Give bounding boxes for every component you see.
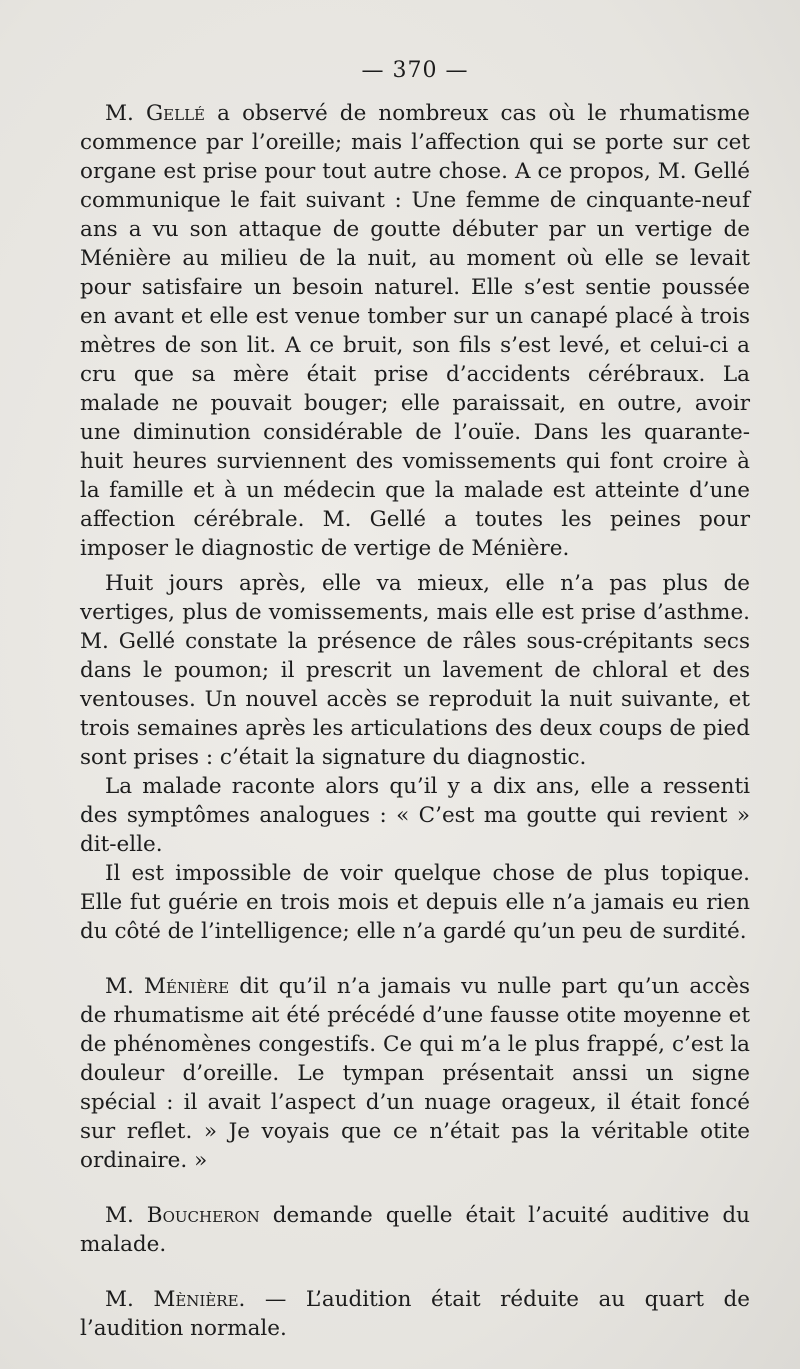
paragraph-text: a observé de nombreux cas où le rhumatisme commence par l’oreille; mais l’affection qui se porte sur cet organe est prise pour tout autre chose. A ce propos, M. Gellé communique le fait suivant : Une femme de cinquante-neuf ans a vu son attaque de goutte débuter par un vertige de Ménière au milieu de la nuit, au moment où elle se levait pour satisfaire un besoin naturel. Elle s’est sentie poussée en avant et elle est venue tomber sur un canapé placé à trois mètres de son lit. A ce bruit, son fils s’est levé, et celui-ci a cru que sa mère était prise d’accidents cérébraux. La malade ne pouvait bouger; elle paraissait, en outre, avoir une diminution considérable de l’ouïe. Dans les quarante-huit heures surviennent des vomissements qui font croire à la famille et à un médecin que la malade est atteinte d’une affection cérébrale. M. Gellé a toutes les peines pour imposer le diagnostic de vertige de Ménière.	[80, 101, 750, 561]
speaker-name: M. Gellé	[105, 101, 205, 126]
paragraph-text: dit qu’il n’a jamais vu nulle part qu’un accès de rhumatisme ait été précédé d’une fausse otite moyenne et de phénomènes congestifs. Ce qui m’a le plus frappé, c’est la douleur d’oreille. Le tympan présentait anssi un signe spécial : il avait l’aspect d’un nuage orageux, il était foncé sur reflet. » Je voyais que ce n’était pas la véritable otite ordinaire. »	[80, 974, 751, 1173]
paragraph-text: Huit jours après, elle va mieux, elle n’a pas plus de vertiges, plus de vomissements, mais elle est prise d’asthme. M. Gellé constate la présence de râles sous-crépitants secs dans le poumon; il prescrit un lavement de chloral et des ventouses. Un nouvel accès se reproduit la nuit suivante, et trois semaines après les articulations des deux coups de pied sont prises : c’était la signature du diagnostic.	[80, 571, 750, 770]
page-number: — 370 —	[361, 58, 469, 83]
speaker-name: M. Mènière.	[105, 1287, 246, 1312]
paragraph-meniere-answer	[80, 1285, 750, 1343]
paragraph-text: — L’audition était réduite au quart de l’audition normale.	[80, 1287, 750, 1341]
paragraph-text: demande quelle était l’acuité auditive du malade.	[80, 1203, 750, 1257]
paragraph-text: La malade raconte alors qu’il y a dix ans, elle a ressenti des symptômes analogues : « C’est ma goutte qui revient » dit-elle.	[80, 774, 750, 857]
paragraph-gelle-observation	[80, 99, 750, 563]
paragraph-boucheron-question	[80, 1201, 750, 1259]
paragraph-topique	[80, 859, 750, 946]
speaker-name: M. Ménière	[105, 974, 230, 999]
paragraph-text: Il est impossible de voir quelque chose de plus topique. Elle fut guérie en trois mois et depuis elle n’a jamais eu rien du côté de l’intelligence; elle n’a gardé qu’un peu de surdité.	[80, 861, 750, 944]
paragraph-la-malade	[80, 772, 750, 859]
speaker-name: M. Boucheron	[105, 1203, 260, 1228]
paragraph-huit-jours	[80, 569, 750, 772]
paragraph-meniere-remark	[80, 972, 750, 1175]
